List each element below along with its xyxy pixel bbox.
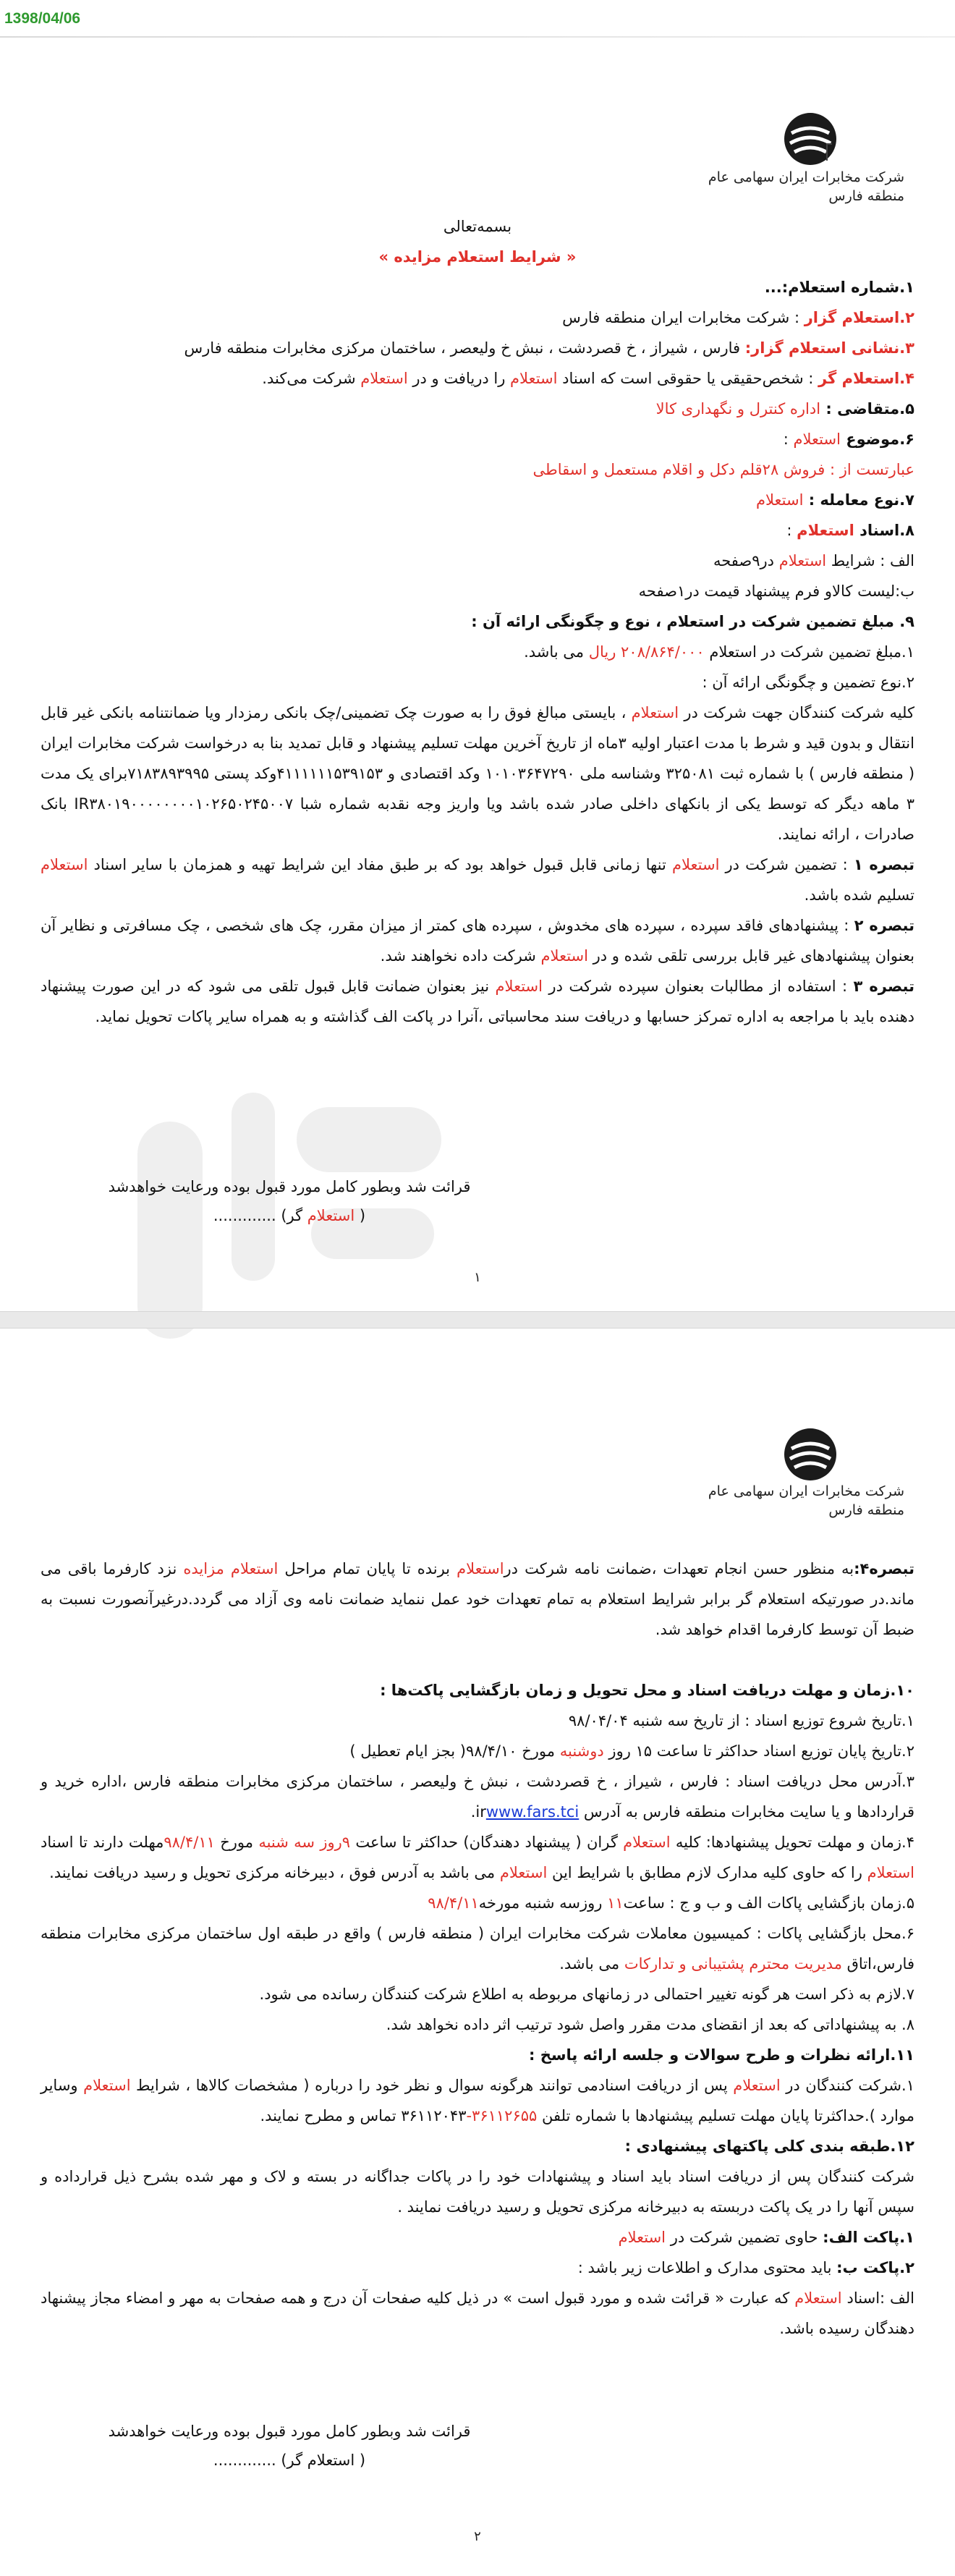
note-3: تبصره ۳ : استفاده از مطالبات بعنوان سپرده شرکت در استعلام نیز بعنوان ضمانت قابل قبول تلقی می شود که در این صورت پیشنهاد دهنده باید با مراجعه به اداره تمرکز حسابها و دریافت سند محاسباتی ،آنرا در پاکت الف گذاشته و به همراه سایر پاکات تحویل نماید. xyxy=(41,978,914,1025)
section-7: ۷.نوع معامله : استعلام xyxy=(755,491,914,509)
section-12-2-alef: الف :اسناد استعلام که عبارت « قرائت شده و مورد قبول است » در ذیل کلیه صفحات آن درج و همه صفحات به مهر و امضاء مجاز پیشنهاد دهندگان رسیده باشد. xyxy=(41,2289,914,2337)
corner-mark xyxy=(826,143,832,161)
section-6-detail: عبارتست از : فروش ۲۸قلم دکل و اقلام مستعمل و اسقاطی xyxy=(532,461,914,478)
company-name xyxy=(708,1482,904,1520)
page-number-2: ۲ xyxy=(474,2529,481,2544)
signature-line: ( استعلام گر) ............. xyxy=(213,2452,366,2469)
section-10-7: ۷.لازم به ذکر است هر گونه تغییر احتمالی در زمانهای مربوطه به اطلاع شرکت کنندگان رسانده می شود. xyxy=(259,1986,914,2003)
section-4: ۴.استعلام گر : شخص‌حقیقی یا حقوقی است که اسناد استعلام را دریافت و در استعلام شرکت می‌کند. xyxy=(262,370,914,387)
page2-signature-block xyxy=(101,2417,478,2475)
page1-signature-block xyxy=(101,1172,478,1230)
section-10-6: ۶.محل بازگشایی پاکات : کمیسیون معاملات شرکت مخابرات ایران ( منطقه فارس ) واقع در طبقه اول ساختمان مرکزی مخابرات منطقه فارس،اتاق مدیریت محترم پشتیبانی و تدارکات می باشد. xyxy=(41,1925,914,1973)
page2-body xyxy=(41,1554,914,2344)
section-12-1: ۱.پاکت الف: حاوی تضمین شرکت در استعلام xyxy=(618,2229,914,2246)
section-10-title: ۱۰.زمان و مهلت دریافت اسناد و محل تحویل و زمان بازگشایی پاکت‌ها : xyxy=(380,1682,914,1699)
page-number-1: ۱ xyxy=(474,1270,481,1285)
section-12-title: ۱۲.طبقه بندی کلی پاکتهای پیشنهادی : xyxy=(624,2138,914,2155)
page1-body xyxy=(41,211,914,1032)
signature-statement: قرائت شد وبطور کامل مورد قبول بوده ورعایت خواهدشد xyxy=(108,2423,471,2440)
section-11-title: ۱۱.ارائه نظرات و طرح سوالات و جلسه ارائه پاسخ : xyxy=(529,2046,914,2064)
company-line-1: شرکت مخابرات ایران سهامی عام xyxy=(708,1483,904,1499)
note-2: تبصره ۲ : پیشنهادهای فاقد سپرده ، سپرده های مخدوش ، سپرده های کمتر از میزان مقرر، چک های شخصی ، چک مسافرتی و نظایر آن بعنوان پیشنهادهای غیر قابل بررسی تلقی شده و در استعلام شرکت داده نخواهند شد. xyxy=(41,917,915,965)
fars-website-link[interactable]: www.fars.tci xyxy=(485,1803,580,1821)
document-date: 1398/04/06 xyxy=(4,10,81,27)
tci-logo-icon xyxy=(781,1425,839,1483)
document-page-2 xyxy=(0,1335,955,2565)
section-12-text: شرکت کنندگان پس از دریافت اسناد باید اسناد و پیشنهادات خود را در پاکات جداگانه در بسته و لاک و مهر شده بشرح ذیل قرارداده و سپس آنها را در یک پاکت دربسته به دبیرخانه مرکزی تحویل و رسید دریافت نمایند . xyxy=(41,2168,914,2216)
section-10-5: ۵.زمان بازگشایی پاکات الف و ب و ج : ساعت۱۱ روزسه شنبه مورخه۹۸/۴/۱۱ xyxy=(428,1894,914,1912)
section-9-1: ۱.مبلغ تضمین شرکت در استعلام ۲۰۸/۸۶۴/۰۰۰ ریال می باشد. xyxy=(524,643,914,661)
section-10-1: ۱.تاریخ شروع توزیع اسناد : از تاریخ سه شنبه ۹۸/۰۴/۰۴ xyxy=(568,1712,914,1729)
company-line-1: شرکت مخابرات ایران سهامی عام xyxy=(708,169,904,185)
header-divider xyxy=(0,36,955,38)
company-name xyxy=(708,168,904,206)
note-4: تبصره۴:به منظور حسن انجام تعهدات ،ضمانت نامه شرکت دراستعلام برنده تا پایان تمام مراحل استعلام مزایده نزد کارفرما باقی می ماند.در صورتیکه استعلام گر برابر شرایط استعلام به تمام تعهدات خود عمل ننماید ضمانت نامه وی آزاد می گردد.درغیرآنصورت نسبت به ضبط آن توسط کارفرما اقدام خواهد شد. xyxy=(41,1560,914,1638)
note-1: تبصره ۱ : تضمین شرکت در استعلام تنها زمانی قابل قبول خواهد بود که بر طبق مفاد این شرایط تهیه و همزمان با سایر اسناد استعلام تسلیم شده باشد. xyxy=(41,856,915,904)
section-10-3: ۳.آدرس محل دریافت اسناد : فارس ، شیراز ، خ قصردشت ، نبش خ ولیعصر ، ساختمان مرکزی مخابرات منطقه فارس ،اداره خرید و قراردادها و یا سایت مخابرات منطقه فارس به آدرس www.fars.tciir. xyxy=(41,1773,914,1821)
section-11-1: ۱.شرکت کنندگان در استعلام پس از دریافت اسنادمی توانند هرگونه سوال و نظر خود را درباره ( مشخصات کالاها ، شرایط استعلام وسایر موارد ).حداکثرتا پایان مهلت تسلیم پیشنهادها با شماره تلفن ۳۶۱۱۲۶۵۵-۳۶۱۱۲۰۴۳ تماس و مطرح نمایند. xyxy=(41,2077,914,2124)
signature-line: ( استعلام گر) ............. xyxy=(213,1207,366,1224)
spacer xyxy=(41,1645,914,1675)
section-3: ۳.نشانی استعلام گزار: فارس ، شیراز ، خ قصردشت ، نبش خ ولیعصر ، ساختمان مرکزی مخابرات منطقه فارس xyxy=(184,339,914,357)
section-8-b: ب:لیست کالاو فرم پیشنهاد قیمت در۱صفحه xyxy=(638,582,914,600)
section-9-2: ۲.نوع تضمین و چگونگی ارائه آن : xyxy=(702,674,914,691)
bismillah: بسمه‌تعالی xyxy=(443,218,512,235)
section-9-title: ۹. مبلغ تضمین شرکت در استعلام ، نوع و چگونگی ارائه آن : xyxy=(471,613,914,630)
document-page-1 xyxy=(0,43,955,1302)
section-2: ۲.استعلام گزار : شرکت مخابرات ایران منطقه فارس xyxy=(562,309,914,326)
section-8-a: الف : شرایط استعلام در۹صفحه xyxy=(713,552,914,569)
company-line-2: منطقه فارس xyxy=(828,1502,904,1518)
section-6: ۶.موضوع استعلام : xyxy=(783,431,914,448)
section-12-2: ۲.پاکت ب: باید محتوی مدارک و اطلاعات زیر باشد : xyxy=(577,2259,914,2276)
signature-statement: قرائت شد وبطور کامل مورد قبول بوده ورعایت خواهدشد xyxy=(108,1178,471,1195)
page-separator xyxy=(0,1311,955,1329)
section-10-4: ۴.زمان و مهلت تحویل پیشنهادها: کلیه استعلام گران ( پیشنهاد دهندگان) حداکثر تا ساعت ۹روز سه شنبه مورخ ۹۸/۴/۱۱مهلت دارند تا اسناد استعلام را که حاوی کلیه مدارک لازم مطابق با شرایط این استعلام می باشد به آدرس فوق ، دبیرخانه مرکزی تحویل و رسید دریافت نمایند. xyxy=(41,1834,914,1881)
section-10-2: ۲.تاریخ پایان توزیع اسناد حداکثر تا ساعت ۱۵ روز دوشنبه مورخ ۹۸/۴/۱۰( بجز ایام تعطیل ) xyxy=(349,1742,914,1760)
section-8: ۸.اسناد استعلام : xyxy=(786,522,914,539)
section-1: ۱.شماره استعلام:... xyxy=(764,279,914,296)
section-9-paragraph: کلیه شرکت کنندگان جهت شرکت در استعلام ، بایستی مبالغ فوق را به صورت چک تضمینی/چک بانکی رمزدار ویا ضمانتنامه بانکی غیر قابل انتقال و بدون قید و شرط با مدت اعتبار اولیه ۳ماه از تاریخ آخرین مهلت تسلیم پیشنهاد و قابل تمدید بنا به درخواست شرکت مخابرات ایران ( منطقه فارس ) با شماره ثبت ۳۲۵۰۸۱ وشناسه ملی ۱۰۱۰۳۶۴۷۲۹۰ وکد اقتصادی و ۴۱۱۱۱۱۱۵۳۹۱۵۳وکد پستی ۷۱۸۳۸۹۳۹۹۵برای یک مدت ۳ ماهه دیگر که توسط یکی از بانکهای داخلی صادر شده باشد ویا واریز وجه نقدبه شماره شبا IR۳۸۰۱۹۰۰۰۰۰۰۰۰۱۰۲۶۵۰۲۴۵۰۰۷ بانک صادرات ، ارائه نمایند. xyxy=(41,704,915,843)
document-title: « شرایط استعلام مزایده » xyxy=(378,248,577,266)
section-5: ۵.متقاضی : اداره کنترل و نگهداری کالا xyxy=(655,400,914,418)
section-10-8: ۸. به پیشنهاداتی که بعد از انقضای مدت مقرر واصل شود ترتیب اثر داده نخواهد شد. xyxy=(386,2016,914,2033)
company-line-2: منطقه فارس xyxy=(828,188,904,204)
